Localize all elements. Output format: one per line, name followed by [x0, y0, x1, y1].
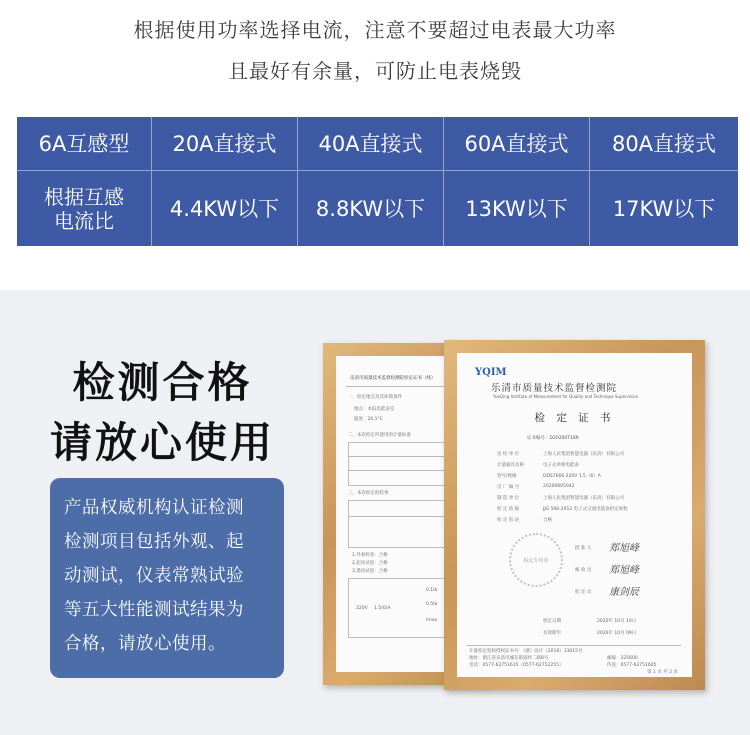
certificate-number: [527, 435, 579, 441]
description-line: 动测试，仪表常熟试验: [64, 566, 244, 586]
back-table-value: Imax: [426, 618, 438, 623]
table-cell: 17KW以下: [612, 196, 716, 221]
field-value: 上海人民集团智能电器（乐清）有限公司: [543, 496, 624, 501]
seal-text: 检定专用章: [523, 557, 549, 564]
description-line: 等五大性能测试结果为: [64, 600, 244, 620]
field-value: 上海人民集团智能电器（乐清）有限公司: [543, 452, 624, 457]
field-label: 送 检 单 位: [497, 452, 520, 457]
institute-name: 乐清市质量技术监督检测院: [491, 383, 618, 394]
footer-line: 电话：0577-62751615（0577-62752255）: [469, 663, 564, 668]
sign-label: 检 定 员: [575, 590, 592, 595]
footer-line: 计量检定机构授权证书号：（浙）法计（2018）13015号: [469, 649, 583, 654]
divider: [467, 645, 681, 646]
back-table-value: 0.5Ib: [426, 602, 438, 607]
back-section-text: 3.潜动试验：合格: [352, 569, 388, 574]
field-label: 型号/规格: [497, 474, 517, 479]
back-section-text: 温度：20.1°C: [354, 417, 383, 422]
back-section-text: 三、本次检定的结果: [348, 491, 389, 496]
description-box: [50, 478, 284, 678]
description-line: 检测项目包括外观、起: [64, 532, 244, 552]
field-value: 电子式单相电能表: [543, 463, 579, 468]
signature: 郑旭峰: [609, 543, 639, 554]
cert-no-value: D20200T189: [549, 436, 579, 441]
table-header-cell: 60A直接式: [444, 117, 590, 171]
intro-line-1: 根据使用功率选择电流，注意不要超过电表最大功率: [133, 18, 617, 42]
back-section-text: 1.外观检查：合格: [352, 553, 388, 558]
divider: [348, 516, 458, 517]
table-header-cell: 80A直接式: [590, 117, 738, 171]
back-table-value: 220V: [356, 606, 368, 611]
signature: 康剑辰: [609, 587, 639, 598]
date-value: 2026年 10月 09日: [597, 631, 637, 636]
date-label: 检定日期: [543, 619, 561, 624]
table-header-cell: 40A直接式: [298, 117, 444, 171]
field-value: 20200605042: [543, 484, 575, 489]
spec-table: [17, 117, 738, 246]
institute-name-en: YueQing Institute of Measurement for Quality and Technique Supervision: [493, 394, 639, 399]
back-section-text: 一、检定地点及其环境条件: [348, 395, 402, 400]
field-label: 检 定 依 据: [497, 507, 520, 512]
divider: [348, 456, 458, 457]
field-value: JJG 596-2012 电子式交流电能表检定规程: [543, 507, 628, 512]
date-label: 有效期至: [543, 631, 561, 636]
table-header-cell: 6A互感型: [17, 117, 152, 171]
certificate-frame-front: [444, 340, 705, 690]
divider: [348, 470, 458, 471]
headline-line-2: 请放心使用: [49, 418, 275, 467]
date-value: 2020年 10月 10日: [597, 619, 637, 624]
footer-line: 地址：浙江省乐清市城东街道经二路8号: [469, 656, 549, 661]
cert-no-label: 证书编号：: [527, 436, 550, 441]
field-label: 制 造 单 位: [497, 496, 520, 501]
back-table-value: 0.1Ib: [426, 588, 438, 593]
certificate-paper-front: [457, 353, 692, 677]
top-section: [0, 0, 750, 290]
official-seal: [509, 533, 563, 587]
table-cell: 8.8KW以下: [298, 171, 444, 246]
footer-line: 邮编：325600: [607, 656, 638, 661]
back-cert-header: 乐清市质量技术监督检测院检定证书（续）: [350, 376, 436, 381]
page-number: 第 1 页 共 2 页: [647, 670, 678, 675]
back-section-text: 二、本次检定所使用的计量标准: [348, 433, 411, 438]
sign-label: 核 验 员: [575, 568, 592, 573]
footer-line: 传真：0577-62751605: [607, 663, 657, 668]
field-label: 计量器具名称: [497, 463, 524, 468]
description-line: 产品权威机构认证检测: [64, 498, 244, 518]
description-line: 合格，请放心使用。: [64, 634, 226, 654]
signature: 郑旭峰: [609, 565, 639, 576]
field-value: DDS7666 220V 1.5（6）A: [543, 474, 601, 479]
field-value: 合格: [543, 518, 552, 523]
back-table-value: 1.5(6)A: [374, 606, 391, 611]
certificate-title: 检 定 证 书: [534, 412, 615, 424]
headline-line-1: 检测合格: [72, 358, 253, 407]
table-cell: 4.4KW以下: [152, 171, 298, 246]
table-cell: 根据互感 电流比: [17, 171, 152, 246]
intro-line-2: 且最好有余量，可防止电表烧毁: [228, 59, 522, 83]
sign-label: 批 准 人: [575, 546, 592, 551]
table-header-cell: 20A直接式: [152, 117, 298, 171]
field-label: 检 定 结 论: [497, 518, 520, 523]
field-label: 出 厂 编 号: [497, 485, 520, 490]
institute-logo: YQIM: [475, 367, 507, 378]
table-cell: 13KW以下: [444, 171, 590, 246]
back-section-text: 2.起动试验：合格: [352, 561, 388, 566]
back-section-text: 地点：本院电能表室: [354, 407, 395, 412]
